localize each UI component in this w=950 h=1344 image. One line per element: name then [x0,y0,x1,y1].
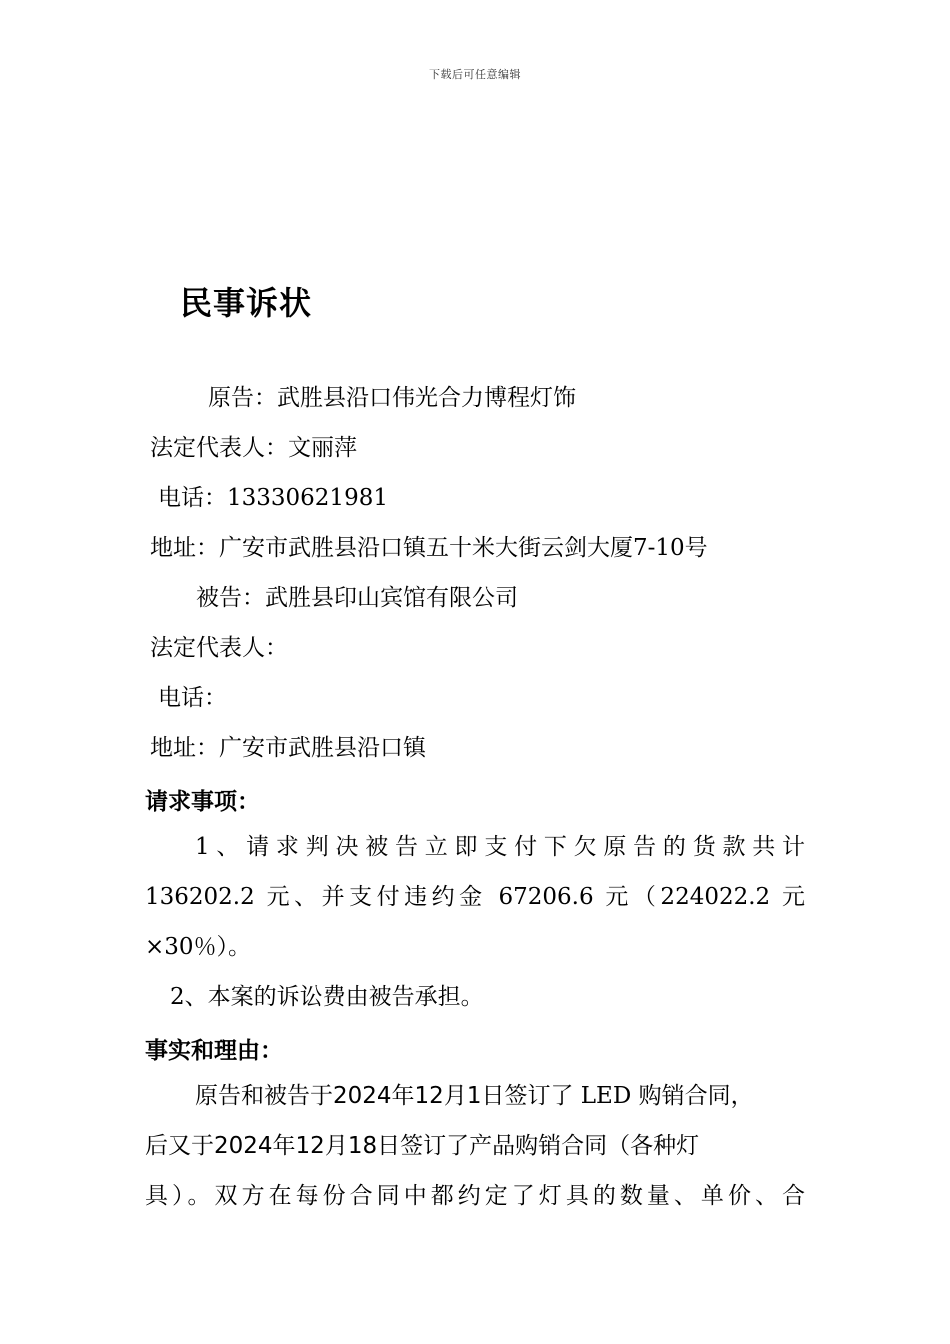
facts-paragraph-line-3: 具）。双方在每份合同中都约定了灯具的数量、单价、合 [145,1183,805,1209]
defendant-phone: 电话： [158,685,227,711]
facts-year: 2024 [333,1083,392,1109]
facts-text: 年 [272,1133,296,1159]
page-header-note: 下载后可任意编辑 [429,68,521,81]
facts-paragraph-line-2 [145,1131,699,1161]
facts-text: 后又于 [145,1133,214,1159]
facts-month: 12 [414,1083,444,1109]
plaintiff-address: 地址：广安市武胜县沿口镇五十米大街云剑大厦7-10号 [150,535,708,561]
facts-heading: 事实和理由： [145,1038,283,1064]
facts-text: 月 [443,1083,467,1109]
facts-text: 月 [324,1133,348,1159]
plaintiff-name: 原告：武胜县沿口伟光合力博程灯饰 [208,385,576,411]
claims-heading: 请求事项： [145,789,260,815]
facts-day: 18 [347,1133,378,1159]
defendant-name: 被告：武胜县印山宾馆有限公司 [196,585,518,611]
facts-month: 12 [295,1133,325,1159]
facts-text: 原告和被告于 [195,1083,333,1109]
claim-item-2: 2、本案的诉讼费由被告承担。 [170,984,484,1010]
defendant-representative: 法定代表人： [150,635,288,661]
facts-day: 1 [466,1083,482,1109]
facts-text: 年 [391,1083,415,1109]
claim-item-1-line-1: 1、请求判决被告立即支付下欠原告的货款共计 [195,834,805,860]
claim-item-1-line-2: 136202.2 元、并支付违约金 67206.6 元（224022.2 元 [145,884,805,910]
plaintiff-representative: 法定代表人：文丽萍 [150,435,357,461]
facts-year: 2024 [214,1133,273,1159]
plaintiff-phone: 电话：13330621981 [158,485,388,511]
document-title: 民事诉状 [180,284,313,322]
facts-paragraph-line-1 [195,1081,754,1111]
facts-text: 日签订了产品购销合同（各种灯 [377,1133,700,1159]
claim-item-1-line-3: ×30％）。 [145,934,252,960]
facts-text: 日签订了 LED 购销合同， [481,1083,754,1109]
defendant-address: 地址：广安市武胜县沿口镇 [150,735,426,761]
